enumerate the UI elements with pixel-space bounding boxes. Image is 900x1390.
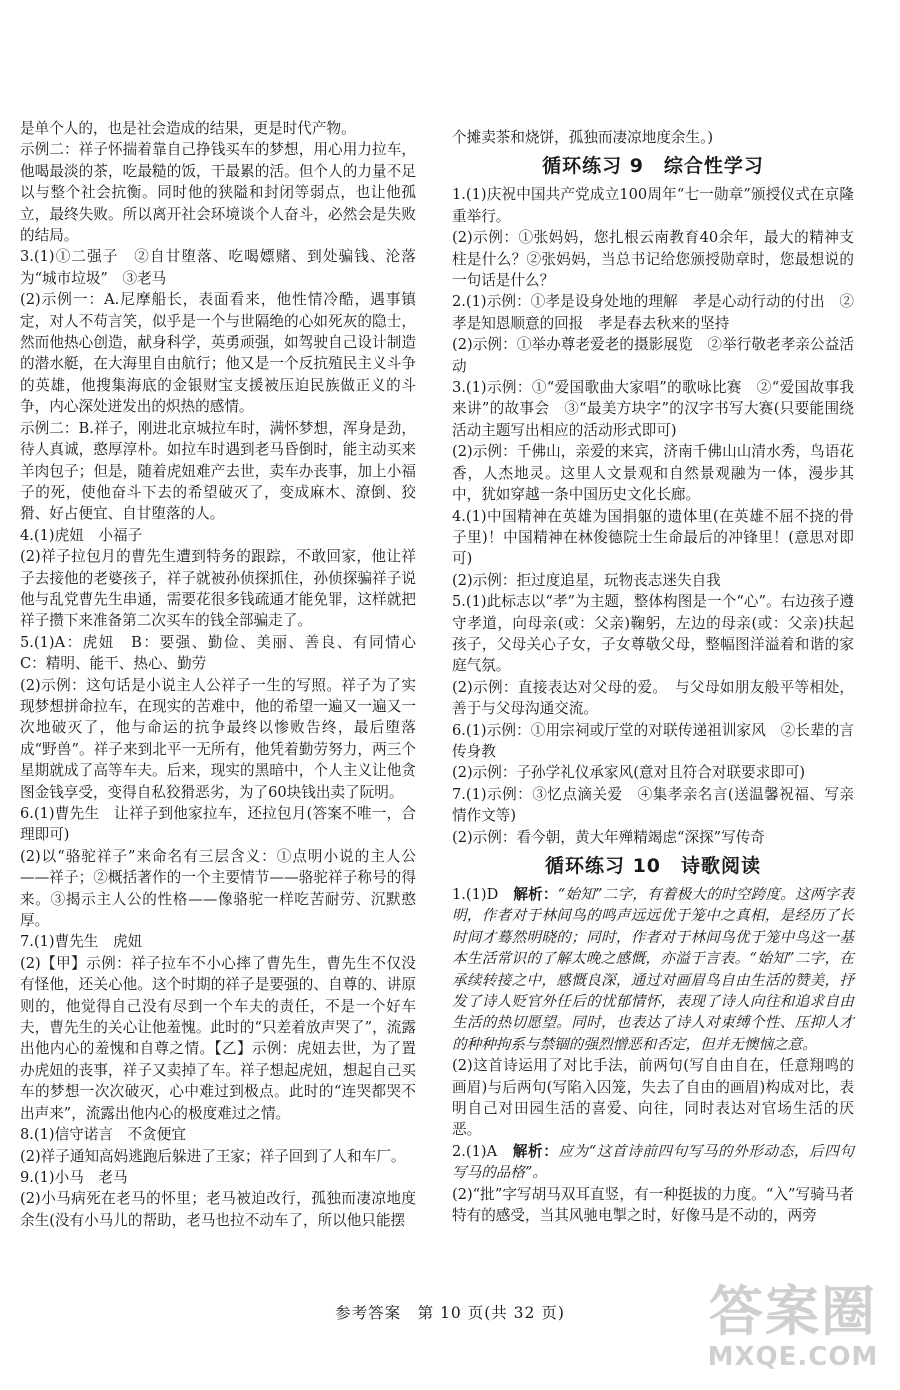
paragraph: 示例二：B.祥子，刚进北京城拉车时，满怀梦想，浑身是劲，待人真诚，憨厚淳朴。如拉车时遇到老马昏倒时，能主动买来羊肉包子；但是，随着虎妞难产去世，卖车办丧事，加上小福子的死，使他奋斗下去的希望破灭了，变成麻木、潦倒、狡猾、好占便宜、自甘堕落的人。 [20, 419, 416, 523]
paragraph: 个摊卖茶和烧饼，孤独而凄凉地度余生。) [452, 129, 714, 146]
paragraph: (2)示例：①举办尊老爱老的摄影展览 ②举行敬老孝亲公益活动 [452, 336, 854, 375]
watermark-site-text: MXQE.COM [707, 1342, 879, 1372]
watermark-logo [698, 1282, 888, 1382]
paragraph: (2)示例：直接表达对父母的爱。 与父母如朋友般平等相处，善于与父母沟通交流。 [452, 678, 854, 718]
paragraph: (2)祥子通知高妈逃跑后躲进了王家；祥子回到了人和车厂。 [20, 1147, 406, 1165]
paragraph: 4.(1)虎妞 小福子 [20, 526, 143, 544]
paragraph: 5.(1)此标志以“孝”为主题，整体构图是一个“心”。右边孩子遵守孝道，向母亲(或：父亲)鞠躬，左边的母亲(或：父亲)扶起孩子，父母关心子女，子女尊敬父母，整幅图洋溢着和谐的家庭气氛。 [452, 593, 854, 675]
paragraph: 6.(1)示例：①用宗祠或厅堂的对联传递祖训家风 ②长辈的言传身教 [452, 721, 854, 760]
paragraph: (2)示例：①张妈妈，您扎根云南教育40余年，最大的精神支柱是什么？②张妈妈，当总书记给您颁授勋章时，您最想说的一句话是什么？ [452, 229, 854, 290]
paragraph [452, 1141, 854, 1184]
paragraph: (2)小马病死在老马的怀里；老马被迫改行，孤独而凄凉地度余生(没有小马儿的帮助，老马也拉不动车了，所以他只能摆 [20, 1190, 416, 1229]
paragraph: (2)示例：子孙学礼仪承家风(意对且符合对联要求即可) [452, 764, 806, 782]
paragraph: 2.(1)示例：①孝是设身处地的理解 孝是心动行动的付出 ②孝是知恩顺意的回报 孝是春去秋来的坚持 [452, 293, 854, 332]
paragraph: (2)示例：千佛山，亲爱的来宾，济南千佛山山清水秀，鸟语花香，人杰地灵。这里人文景观和自然景观融为一体，漫步其中，犹如穿越一条中国历史文化长廊。 [452, 443, 854, 504]
left-column [20, 118, 431, 1231]
right-column [452, 127, 854, 1227]
paragraph: 4.(1)中国精神在英雄为国捐躯的遗体里(在英雄不屈不挠的骨子里)！中国精神在林俊德院士生命最后的冲锋里！(意思对即可) [452, 507, 854, 568]
paragraph: 5.(1)A：虎妞 B：要强、勤俭、美丽、善良、有同情心 C：精明、能干、热心、勤劳 [20, 633, 431, 673]
paragraph: (2)祥子拉包月的曹先生遭到特务的跟踪，不敢回家，他让祥子去接他的老婆孩子，祥子就被孙侦探抓住，孙侦探骗祥子说他与乱党曹先生串通，需要花很多钱疏通才能免罪，这样就把祥子攒下来准备第二次买车的钱全部骗走了。 [20, 548, 416, 630]
paragraph: 8.(1)信守诺言 不贪便宜 [20, 1126, 186, 1144]
analysis-text: “始知”二字，有着极大的时空跨度。这两字表明，作者对于林间鸟的鸣声远远优于笼中之真相，是经历了长时间才蓦然明晓的；同时，作者对于林间鸟优于笼中鸟这一基本生活常识的了解太晚之感慨，亦溢于言表。“始知”二字，在承续转接之中，感慨良深，通过对画眉鸟自由生活的赞美，抒发了诗人贬官外任后的忧郁情怀，表现了诗人向往和追求自由生活的热切愿望。同时，也表达了诗人对束缚个性、压抑人才的种种拘系与禁锢的强烈憎恶和否定，但并无懊恼之意。 [452, 886, 854, 1053]
paragraph: (2)【甲】示例：祥子拉车不小心摔了曹先生，曹先生不仅没有怪他，还关心他。这个时期的祥子是要强的、自尊的、讲原则的，他觉得自己没有尽到一个车夫的责任，不是一个好车夫，曹先生的关心让他羞愧。此时的“只差着放声哭了”，流露出他内心的羞愧和自尊之情。【乙】示例：虎妞去世，为了置办虎妞的丧事，祥子又卖掉了车。祥子想起虎妞，想起自己买车的梦想一次次破灭，心中难过到极点。此时的“连哭都哭不出声来”，流露出他内心的极度难过之情。 [20, 954, 416, 1122]
paragraph: 示例二：祥子怀揣着靠自己挣钱买车的梦想，用心用力拉车，他喝最淡的茶，吃最糙的饭，干最累的活。但个人的力量不足以与整个社会抗衡。同时他的狭隘和封闭等弱点，也让他孤立，最终失败。所以离开社会环境谈个人奋斗，必然会是失败的结局。 [20, 141, 416, 245]
analysis-text: 应为“这首诗前四句写马的外形动态，后四句写马的品格”。 [452, 1142, 854, 1182]
paragraph: 9.(1)小马 老马 [20, 1168, 128, 1186]
paragraph: (2)示例：拒过度追星，玩物丧志迷失自我 [452, 571, 721, 589]
paragraph: 是单个人的，也是社会造成的结果，更是时代产物。 [20, 120, 356, 137]
paragraph: (2)“批”字写胡马双耳直竖，有一种挺拔的力度。“入”写骑马者特有的感受，当其风驰电掣之时，好像马是不动的，两旁 [452, 1185, 854, 1225]
analysis-label: 解析： [512, 1142, 559, 1160]
paragraph: (2)示例一：A.尼摩船长，表面看来，他性情冷酷，遇事镇定，对人不苟言笑，似乎是一个与世隔绝的心如死灰的隐士，然而他热心创造，献身科学，英勇顽强，如驾驶自己设计制造的潜水艇，在大海里自由航行；他又是一个反抗殖民主义斗争的英雄，他搜集海底的金银财宝支援被压迫民族做正义的斗争，内心深处迸发出的炽热的感情。 [20, 291, 416, 416]
paragraph [452, 884, 854, 1055]
section-title-9: 循环练习 9 综合性学习 [542, 155, 764, 178]
watermark-logo-text: 答案圈 [709, 1280, 877, 1343]
page-footer: 参考答案 第 10 页(共 32 页) [335, 1304, 565, 1322]
analysis-label: 解析： [513, 886, 558, 903]
paragraph: (2)这首诗运用了对比手法，前两句(写自由自在，任意翔鸣的画眉)与后两句(写陷入囚笼，失去了自由的画眉)构成对比，表明自己对田园生活的喜爱、向往，同时表达对官场生活的厌恶。 [452, 1057, 854, 1139]
paragraph: 7.(1)示例：③忆点滴关爱 ④集孝亲名言(送温馨祝福、写亲情作文等) [452, 785, 854, 825]
paragraph: (2)以“骆驼祥子”来命名有三层含义：①点明小说的主人公——祥子；②概括著作的一个主要情节——骆驼祥子称号的得来。③揭示主人公的性格——像骆驼一样吃苦耐劳、沉默憨厚。 [20, 847, 416, 930]
paragraph: 3.(1)示例：①“爱国歌曲大家唱”的歌咏比赛 ②“爱国故事我来讲”的故事会 ③“最美方块字”的汉字书写大赛(只要能围绕活动主题写出相应的活动形式即可) [452, 379, 854, 439]
question-head: 1.(1)D [452, 886, 514, 903]
paragraph: (2)示例：看今朝，黄大年殚精竭虑“深探”写传奇 [452, 828, 765, 846]
paragraph: 1.(1)庆祝中国共产党成立100周年“七一勋章”颁授仪式在京隆重举行。 [452, 186, 854, 225]
paragraph: (2)示例：这句话是小说主人公祥子一生的写照。祥子为了实现梦想拼命拉车，在现实的苦难中，他的希望一遍又一遍又一次地破灭了，他与命运的抗争最终以惨败告终，最后堕落成“野兽”。祥子来到北平一无所有，他凭着勤劳努力，两三个星期就成了高等车夫。后来，现实的黑暗中，个人主义让他贪图金钱享受，变得自私狡猾恶劣，为了60块钱出卖了阮明。 [20, 676, 416, 801]
paragraph: 7.(1)曹先生 虎妞 [20, 933, 143, 951]
section-title-10: 循环练习 10 诗歌阅读 [544, 855, 762, 877]
paragraph: 6.(1)曹先生 让祥子到他家拉车，还拉包月(答案不唯一，合理即可) [20, 805, 416, 844]
paragraph: 3.(1)①二强子 ②自甘堕落、吃喝嫖赌、到处骗钱、沦落为“城市垃圾” ③老马 [20, 248, 416, 287]
question-head: 2.(1)A [452, 1142, 513, 1160]
